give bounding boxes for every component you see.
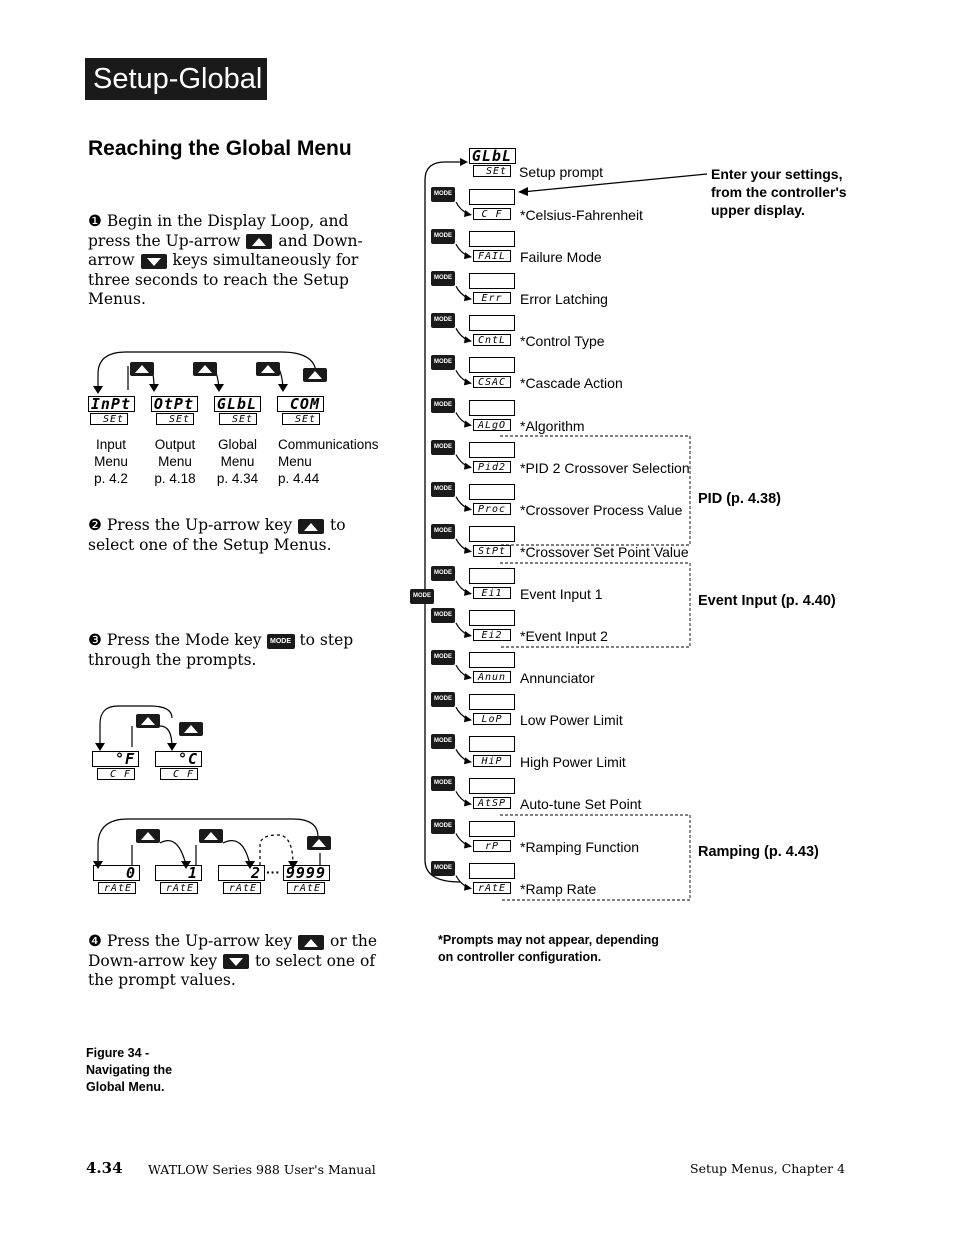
upper-display <box>469 736 515 752</box>
footnote: *Prompts may not appear, depending on controller configuration. <box>438 933 659 964</box>
prompt-label: High Power Limit <box>520 754 626 771</box>
upper-display <box>469 400 515 416</box>
loop-arrowhead <box>460 158 468 166</box>
section-title: Reaching the Global Menu <box>88 137 352 160</box>
prompt-label: *Cascade Action <box>520 375 623 392</box>
upper-display <box>469 231 515 247</box>
upper-display <box>469 442 515 458</box>
mode-button: MODE <box>431 229 455 244</box>
chapter-label: Setup Menus, Chapter 4 <box>690 1161 846 1176</box>
prompt-code: Pid2 <box>473 461 511 473</box>
prompt-label: *Ramp Rate <box>520 880 597 897</box>
prompt-label: *Ramping Function <box>520 838 640 855</box>
prompt-code: HiP <box>473 755 511 767</box>
cf-label-1: C_F <box>97 768 135 780</box>
prompt-code: CSAC <box>473 376 511 388</box>
upper-display <box>469 821 515 837</box>
rate-display-0: 0 <box>93 865 140 881</box>
upper-display <box>469 357 515 373</box>
step-arrowhead <box>464 252 472 259</box>
mode-button: MODE <box>431 566 455 581</box>
page-number: 4.34 <box>86 1159 123 1177</box>
prompt-label: Event Input 1 <box>520 585 603 602</box>
prompt-code: AtSP <box>473 797 511 809</box>
prompt-code: Proc <box>473 503 511 515</box>
step-1-text-a: Begin in the Display Loop, and press the Up-arrow <box>88 212 349 250</box>
setup-prompt-bottom: SEt <box>473 165 511 177</box>
input-menu-top-display: InPt <box>88 396 135 412</box>
upper-display <box>469 610 515 626</box>
figure-caption: Figure 34 - Navigating the Global Menu. <box>86 1046 173 1094</box>
rate-label-2: rAtE <box>223 882 261 894</box>
global-menu-top-display: GLbL <box>214 396 261 412</box>
prompt-label: *Control Type <box>520 333 605 350</box>
mode-button: MODE <box>431 187 455 202</box>
upper-display <box>469 189 515 205</box>
cf-display-c: °C <box>155 751 202 767</box>
down-arrow-key-icon <box>141 254 167 269</box>
upper-display <box>469 273 515 289</box>
prompt-code: Err <box>473 292 511 304</box>
mode-button: MODE <box>431 524 455 539</box>
prompt-code: rAtE <box>473 882 511 894</box>
comm-menu-label: Communications Menu p. 4.44 <box>278 437 379 486</box>
output-menu-label: Output Menu p. 4.18 <box>154 437 196 486</box>
setup-prompt-top: GLbL <box>469 148 516 164</box>
prompt-label: *Celsius-Fahrenheit <box>520 207 643 223</box>
step-2: ❷ Press the Up-arrow key to select one of the Setup Menus. <box>88 516 346 554</box>
step-3: ❸ Press the Mode key MODE to step through the prompts. <box>88 631 354 669</box>
mode-button: MODE <box>431 355 455 370</box>
loop-line <box>425 162 462 882</box>
step-1-bullet: ❶ <box>88 212 102 230</box>
upper-display <box>469 526 515 542</box>
rate-cycle-arrows <box>88 815 338 870</box>
prompt-label: Failure Mode <box>520 249 602 266</box>
callout-text: Enter your settings, from the controller's upper display. <box>711 166 847 218</box>
input-menu-label: Input Menu p. 4.2 <box>94 437 128 486</box>
cf-cycle-arrows <box>88 702 218 752</box>
prompt-code: Ei1 <box>473 587 511 599</box>
mode-button: MODE <box>431 271 455 286</box>
output-menu-top-display: OtPt <box>151 396 198 412</box>
mode-button: MODE <box>431 819 455 834</box>
upper-display <box>469 484 515 500</box>
comm-menu-bottom-display: SEt <box>282 413 320 425</box>
rate-display-1: 1 <box>155 865 202 881</box>
prompt-label: Annunciator <box>520 670 595 687</box>
step-1 <box>88 212 388 310</box>
step-arrowhead <box>464 842 472 849</box>
step-arrowhead <box>464 294 472 301</box>
step-arrowhead <box>464 589 472 596</box>
group-bracket <box>500 436 690 545</box>
rate-display-2: 2 <box>218 865 265 881</box>
callout-arrowhead <box>518 187 528 196</box>
up-arrow-key-icon <box>246 234 272 249</box>
prompt-code: LoP <box>473 713 511 725</box>
prompt-label: *Event Input 2 <box>520 628 608 644</box>
prompt-label: Error Latching <box>520 291 608 308</box>
upper-display <box>469 568 515 584</box>
setup-prompt-label: Setup prompt <box>519 164 604 180</box>
step-arrowhead <box>464 463 472 470</box>
pid-group-label: PID (p. 4.38) <box>698 491 781 507</box>
down-arrow-key-icon <box>223 954 249 969</box>
prompt-code: StPt <box>473 545 511 557</box>
step-4: ❹ Press the Up-arrow key or the Down-arrow key to select one of the prompt values. <box>88 932 378 989</box>
up-arrow-key-icon <box>298 935 324 950</box>
mode-button: MODE <box>431 398 455 413</box>
upper-display <box>469 778 515 794</box>
upper-display <box>469 652 515 668</box>
input-menu-bottom-display: SEt <box>90 413 128 425</box>
mode-key-icon: MODE <box>267 634 295 649</box>
menu-cycle-arrows <box>86 348 336 398</box>
rate-label-1: rAtE <box>160 882 198 894</box>
mode-loop-button: MODE <box>410 589 434 604</box>
upper-display <box>469 694 515 710</box>
step-arrowhead <box>464 505 472 512</box>
rate-display-max: 9999 <box>283 865 330 881</box>
step-arrowhead <box>464 210 472 217</box>
up-arrow-key-icon <box>298 519 324 534</box>
mode-button: MODE <box>431 734 455 749</box>
step-arrowhead <box>464 673 472 680</box>
step-arrowhead <box>464 631 472 638</box>
mode-button: MODE <box>431 482 455 497</box>
prompt-code: Ei2 <box>473 629 511 641</box>
rate-label-0: rAtE <box>98 882 136 894</box>
rate-label-max: rAtE <box>287 882 325 894</box>
prompt-code: FAIL <box>473 250 511 262</box>
step-arrowhead <box>464 757 472 764</box>
upper-display <box>469 315 515 331</box>
output-menu-bottom-display: SEt <box>156 413 194 425</box>
manual-title: WATLOW Series 988 User's Manual <box>148 1162 376 1177</box>
prompt-label: *Crossover Set Point Value <box>520 543 689 560</box>
event-input-group-label: Event Input (p. 4.40) <box>698 593 836 609</box>
cf-display-f: °F <box>92 751 139 767</box>
mode-button: MODE <box>431 313 455 328</box>
mode-button: MODE <box>431 692 455 707</box>
prompt-code: C_F <box>473 208 511 220</box>
prompt-label: Auto-tune Set Point <box>520 796 642 813</box>
step-arrowhead <box>464 799 472 806</box>
mode-button: MODE <box>431 440 455 455</box>
global-menu-label: Global Menu p. 4.34 <box>216 437 259 486</box>
upper-display <box>469 863 515 879</box>
step-1-text-b: and Down-arrow <box>88 231 363 269</box>
step-arrowhead <box>464 715 472 722</box>
prompt-code: ALgO <box>473 419 511 431</box>
step-1-text-c: keys simultaneously for three seconds to reach the Setup Menus. <box>88 251 359 308</box>
prompt-label: *Crossover Process Value <box>520 501 683 518</box>
cf-label-2: C_F <box>160 768 198 780</box>
ellipsis-icon: ··· <box>266 864 280 880</box>
mode-button: MODE <box>431 650 455 665</box>
mode-button: MODE <box>431 861 455 876</box>
prompt-code: CntL <box>473 334 511 346</box>
step-arrowhead <box>464 378 472 385</box>
page-header: Setup-Global <box>85 58 267 100</box>
prompt-label: *PID 2 Crossover Selection <box>520 459 690 476</box>
step-arrowhead <box>464 884 472 891</box>
ramping-group-label: Ramping (p. 4.43) <box>698 844 819 860</box>
prompt-code: rP <box>473 840 511 852</box>
global-menu-bottom-display: SEt <box>219 413 257 425</box>
step-arrowhead <box>464 336 472 343</box>
step-arrowhead <box>464 421 472 428</box>
mode-button: MODE <box>431 608 455 623</box>
prompt-label: *Algorithm <box>520 417 585 434</box>
prompt-code: Anun <box>473 671 511 683</box>
mode-button: MODE <box>431 776 455 791</box>
step-arrowhead <box>464 547 472 554</box>
comm-menu-top-display: COM <box>277 396 324 412</box>
prompt-label: Low Power Limit <box>520 712 623 729</box>
